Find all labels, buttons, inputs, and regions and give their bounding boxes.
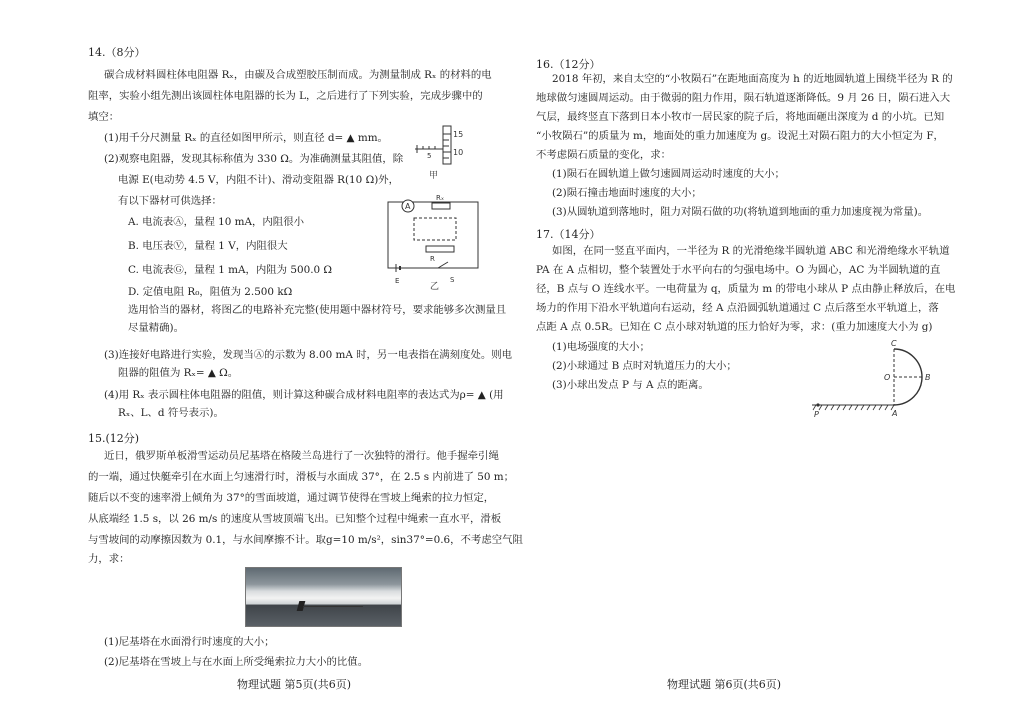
semicircle-track-figure	[808, 338, 938, 418]
q14-part-4: (4)用 Rₓ 表示圆柱体电阻器的阻值，则计算这种碳合成材料电阻率的表达式为ρ= ▲ (用	[104, 389, 504, 401]
circuit-ammeter-label: A	[405, 202, 411, 211]
q14-line-3: 填空：	[88, 111, 120, 123]
q15-line-3: 随后以不变的速率滑上倾角为 37°的雪面坡道，通过调节使得在雪坡上绳索的拉力恒定，	[88, 492, 495, 504]
q14-head: 14.（8分）	[88, 46, 146, 59]
circuit-source-label: E	[395, 277, 400, 285]
q15-line-2: 的一端，通过快艇牵引在水面上匀速滑行时，滑板与水面成 37°，在 2.5 s 内前进了 50 m；	[88, 471, 515, 483]
q14-line-2: 阻率，实验小组先测出该圆柱体电阻器的长为 L，之后进行了下列实验，完成步骤中的	[88, 90, 483, 102]
q14-line-power: 电源 E(电动势 4.5 V，内阻不计)、滑动变阻器 R(10 Ω)外，	[118, 174, 400, 186]
q17-sub-2: (2)小球通过 B 点时对轨道压力的大小；	[552, 360, 737, 372]
q15-line-5: 与雪坡间的动摩擦因数为 0.1，与水间摩擦不计。取g=10 m/s²，sin37°=0.6，不考虑空气阻	[88, 534, 523, 546]
q15-line-4: 从底端经 1.5 s，以 26 m/s 的速度从雪坡顶端飞出。已知整个过程中绳索一直水平，滑板	[88, 513, 502, 525]
q16-sub-2: (2)陨石撞击地面时速度的大小；	[552, 187, 702, 199]
snowboard-photo	[245, 567, 402, 627]
q16-line-1: 2018 年初，来自太空的“小牧陨石”在距地面高度为 h 的近地圆轨道上围绕半径为 R 的	[552, 73, 953, 85]
q14-part-1: (1)用千分尺测量 Rₓ 的直径如图甲所示，则直径 d= ▲ mm。	[104, 132, 388, 144]
q15-line-6: 力，求：	[88, 553, 130, 565]
q14-option-d: D. 定值电阻 R₀，阻值为 2.500 kΩ	[128, 286, 293, 298]
q16-line-3: 气层，最终竖直下落到日本小牧市一居民家的院子后，将地面砸出深度为 d 的小坑。已知	[536, 111, 945, 123]
q15-head: 15.(12分)	[88, 432, 140, 445]
q16-head: 16.（12分）	[536, 58, 601, 71]
q16-line-4: “小牧陨石”的质量为 m，地面处的重力加速度为 g。设泥土对陨石阻力的大小恒定为 F，	[536, 130, 944, 142]
q14-line-select: 选用恰当的器材，将图乙的电路补充完整(使用题中器材符号，要求能够多次测量且	[128, 304, 507, 316]
q14-line-1: 碳合成材料圆柱体电阻器 Rₓ，由碳及合成塑胶压制而成。为测量制成 Rₓ 的材料的电	[104, 69, 492, 81]
point-c-label: C	[891, 339, 897, 348]
circuit-rheostat-label: R	[430, 255, 435, 263]
q16-line-5: 不考虑陨石质量的变化，求：	[536, 149, 672, 161]
q16-sub-1: (1)陨石在圆轨道上做匀速圆周运动时速度的大小；	[552, 168, 785, 180]
q14-line-options-intro: 有以下器材可供选择：	[118, 195, 222, 207]
circuit-switch-label: S	[450, 276, 455, 284]
q17-line-4: 场力的作用下沿水平轨道向右运动，经 A 点沿圆弧轨道通过 C 点后落至水平轨道上，落	[536, 302, 939, 314]
q15-sub-1: (1)尼基塔在水面滑行时速度的大小；	[104, 636, 275, 648]
q14-part-4-cont: Rₓ、L、d 符号表示)。	[118, 407, 224, 419]
micrometer-figure	[413, 124, 473, 180]
q15-sub-2: (2)尼基塔在雪坡上与在水面上所受绳索拉力大小的比值。	[104, 656, 369, 668]
point-p-label: P	[814, 410, 819, 418]
circuit-rx-label: Rₓ	[436, 194, 444, 202]
footer-page-5: 物理试题 第5页(共6页)	[237, 678, 352, 691]
micrometer-10: 10	[453, 148, 464, 157]
q14-part-3: (3)连接好电路进行实验，发现当Ⓐ的示数为 8.00 mA 时，另一电表指在满刻度处。则电	[104, 349, 513, 361]
circuit-figure	[384, 194, 484, 290]
q17-head: 17.（14分）	[536, 228, 601, 241]
point-a-label: A	[892, 409, 898, 418]
q14-line-select-2: 尽量精确)。	[128, 322, 185, 334]
q15-line-1: 近日，俄罗斯单板滑雪运动员尼基塔在格陵兰岛进行了一次独特的滑行。他手握牵引绳	[104, 450, 499, 462]
micrometer-15: 15	[453, 130, 464, 139]
q17-line-2: PA 在 A 点相切，整个装置处于水平向右的匀强电场中。O 为圆心，AC 为半圆轨道的直	[536, 264, 941, 276]
q17-line-1: 如图，在同一竖直平面内，一半径为 R 的光滑绝缘半圆轨道 ABC 和光滑绝缘水平轨道	[552, 245, 950, 257]
point-b-label: B	[925, 373, 931, 382]
tow-rope	[303, 606, 363, 607]
point-o-label: O	[884, 373, 891, 382]
figure-yi-label: 乙	[430, 282, 440, 290]
q17-sub-1: (1)电场强度的大小；	[552, 341, 650, 353]
footer-page-6: 物理试题 第6页(共6页)	[667, 678, 782, 691]
q17-line-3: 径，B 点与 O 连线水平。一电荷量为 q，质量为 m 的带电小球从 P 点由静止释放后，在电	[536, 283, 956, 295]
q14-part-3-cont: 阻器的阻值为 Rₓ= ▲ Ω。	[118, 367, 239, 379]
q14-option-c: C. 电流表Ⓖ，量程 1 mA，内阻为 500.0 Ω	[128, 264, 333, 276]
q17-line-5: 点距 A 点 0.5R。已知在 C 点小球对轨道的压力恰好为零，求：(重力加速度大小为 g)	[536, 321, 933, 333]
q14-part-2: (2)观察电阻器，发现其标称值为 330 Ω。为准确测量其阻值，除	[104, 153, 404, 165]
q14-option-b: B. 电压表Ⓥ，量程 1 V，内阻很大	[128, 240, 288, 252]
q16-sub-3: (3)从圆轨道到落地时，阻力对陨石做的功(将轨道到地面的重力加速度视为常量)。	[552, 206, 929, 218]
micrometer-5: 5	[427, 152, 432, 160]
figure-jia-label: 甲	[429, 171, 439, 180]
q17-sub-3: (3)小球出发点 P 与 A 点的距离。	[552, 379, 709, 391]
q14-option-a: A. 电流表Ⓐ，量程 10 mA，内阻很小	[128, 216, 304, 228]
q16-line-2: 地球做匀速圆周运动。由于微弱的阻力作用，陨石轨道逐渐降低。9 月 26 日，陨石进入大	[536, 92, 951, 104]
